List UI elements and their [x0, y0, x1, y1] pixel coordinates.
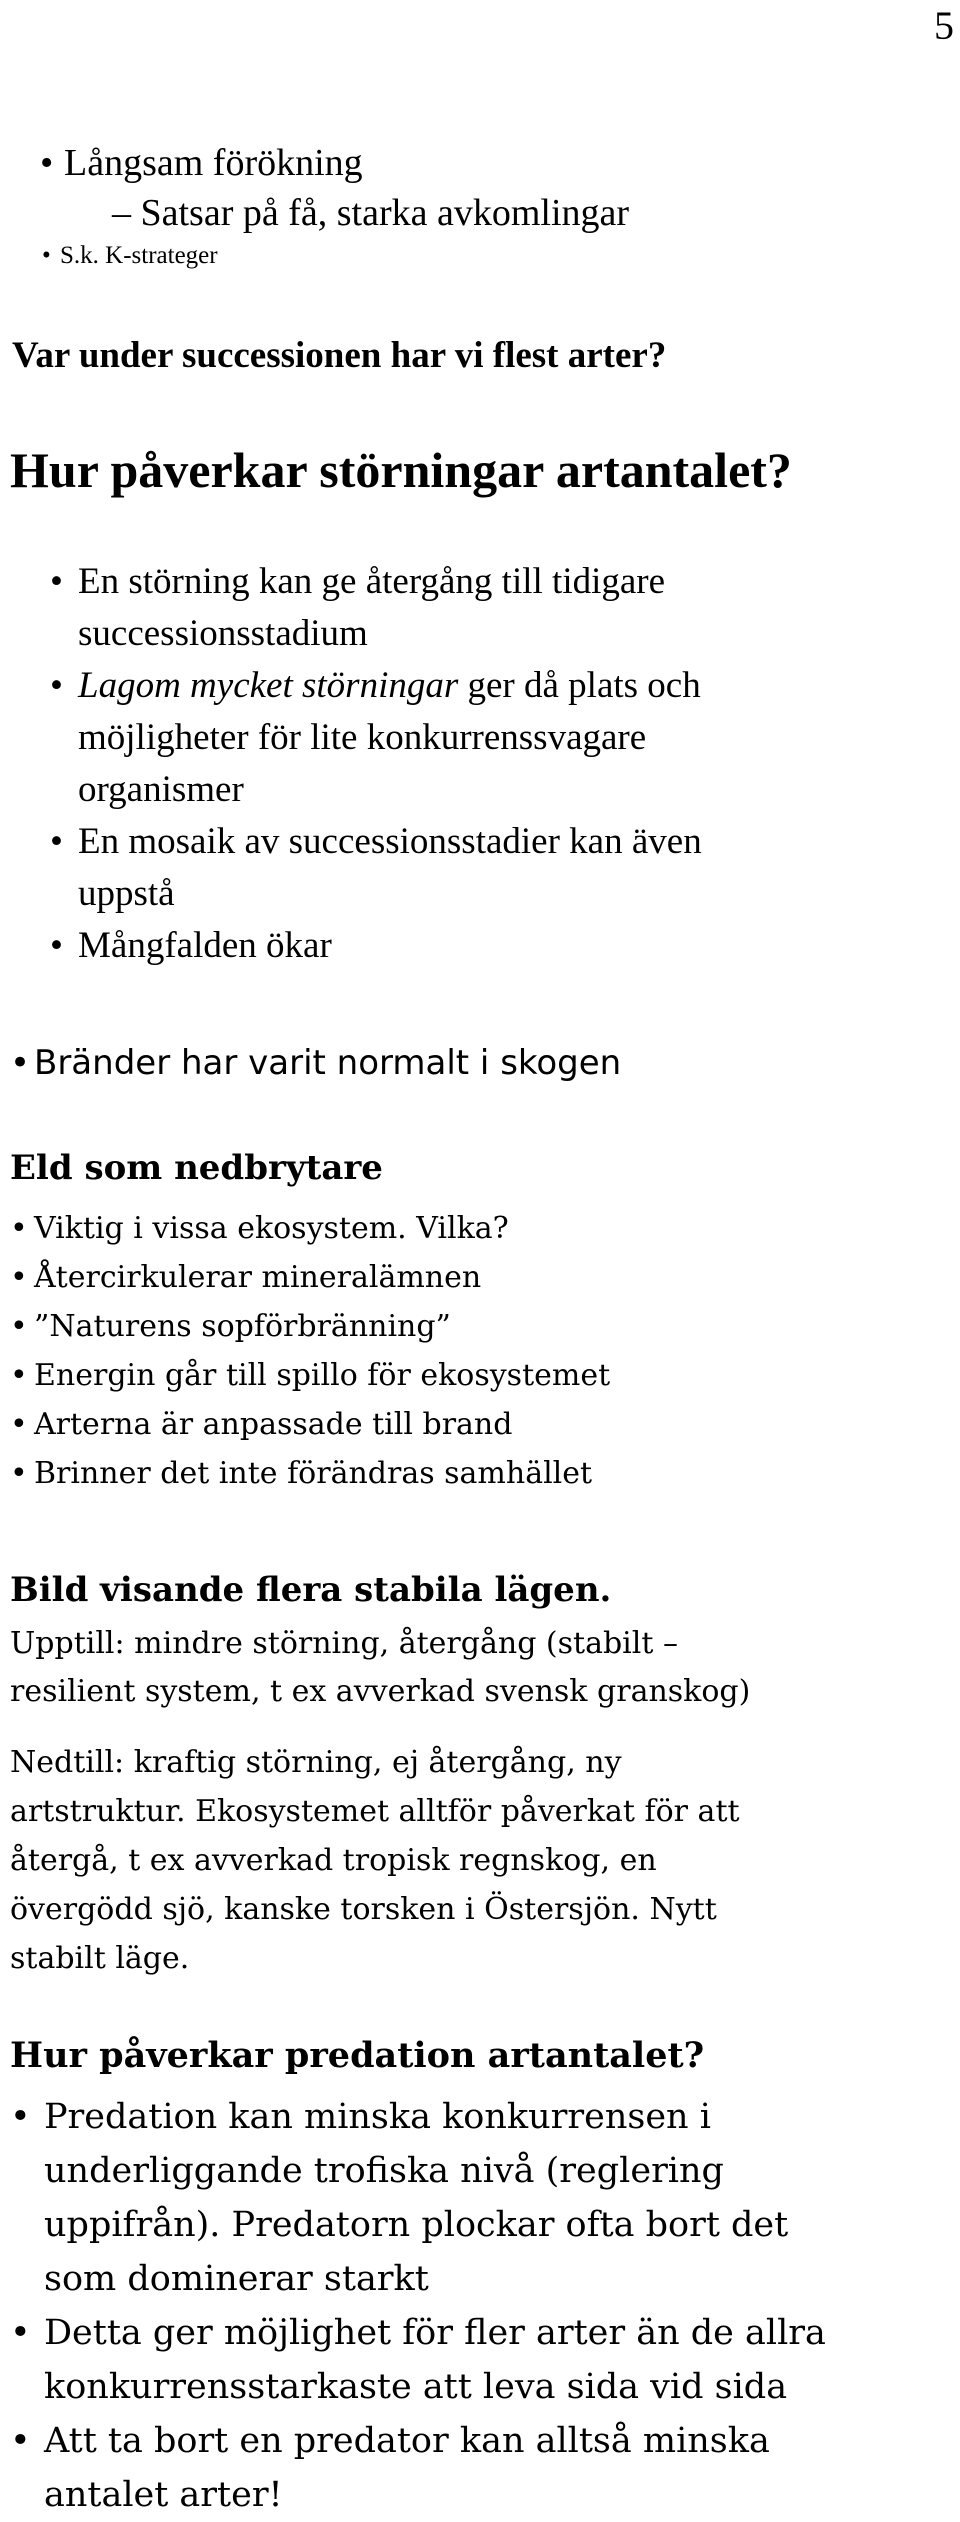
list-item-text: som dominerar starkt — [44, 2259, 429, 2299]
predation-list — [0, 2090, 960, 2522]
stable-states-upper — [10, 1620, 960, 1716]
list-item: • Bränder har varit normalt i skogen — [10, 1043, 622, 1083]
list-item-text: – Satsar på få, starka avkomlingar — [112, 192, 630, 234]
list-item-text: Energin går till spillo för ekosystemet — [34, 1358, 611, 1393]
paragraph-line: återgå, t ex avverkad tropisk regnskog, en — [10, 1843, 657, 1878]
list-item: • ”Naturens sopförbränning” — [10, 1309, 451, 1344]
list-item-text: konkurrensstarkaste att leva sida vid sida — [44, 2367, 788, 2407]
fire-list — [0, 1204, 960, 1498]
list-item: • Mångfalden ökar — [50, 925, 332, 966]
list-item-text: S.k. K-strateger — [60, 242, 218, 269]
list-item-text: Viktig i vissa ekosystem. Vilka? — [34, 1211, 509, 1246]
disturbance-list — [0, 556, 960, 972]
list-item-text: Mångfalden ökar — [78, 925, 332, 966]
question-heading: Var under successionen har vi flest arter? — [12, 335, 667, 376]
k-strategy-list — [0, 138, 960, 238]
list-item: • En störning kan ge återgång till tidigare successionsstadium — [50, 561, 666, 654]
list-item: • S.k. K-strateger — [42, 242, 218, 269]
sub-list-item — [0, 188, 960, 238]
paragraph-line: stabilt läge. — [10, 1941, 190, 1976]
list-item: • Lagom mycket störningar ger då plats och möjligheter för lite konkurrenssvagare organismer — [50, 665, 701, 810]
predation-heading: Hur påverkar predation artantalet? — [10, 2035, 705, 2076]
list-item: • Arterna är anpassade till brand — [10, 1407, 513, 1442]
list-item-text: möjligheter för lite konkurrenssvagare — [78, 717, 647, 758]
k-strategy-term — [0, 240, 960, 272]
list-item-text: ”Naturens sopförbränning” — [34, 1309, 451, 1344]
list-item-text: En störning kan ge återgång till tidigare — [78, 561, 666, 602]
stable-states-lower — [10, 1738, 960, 1983]
list-item: • Brinner det inte förändras samhället — [10, 1456, 593, 1491]
list-item-text: Att ta bort en predator kan alltså minska — [44, 2421, 770, 2461]
list-item-text: uppifrån). Predatorn plockar ofta bort det — [44, 2205, 789, 2245]
list-item: • Detta ger möjlighet för fler arter än de allra konkurrensstarkaste att leva sida vid sida — [10, 2313, 826, 2407]
list-item: • Predation kan minska konkurrensen i underliggande trofiska nivå (reglering uppifrån). Predatorn plockar ofta bort det som dominerar starkt — [10, 2097, 789, 2299]
list-item-text: Brinner det inte förändras samhället — [34, 1456, 593, 1491]
list-item-text: organismer — [78, 769, 244, 810]
list-item: • Återcirkulerar mineralämnen — [10, 1260, 482, 1295]
list-item-text: underliggande trofiska nivå (reglering — [44, 2151, 724, 2191]
list-item: • Långsam förökning — [40, 142, 363, 184]
list-item: • Att ta bort en predator kan alltså minska antalet arter! — [10, 2421, 770, 2515]
list-item-text: En mosaik av successionsstadier kan även — [78, 821, 702, 862]
list-item-text: Bränder har varit normalt i skogen — [34, 1043, 622, 1083]
list-item-text: Återcirkulerar mineralämnen — [34, 1260, 482, 1295]
list-item: • Viktig i vissa ekosystem. Vilka? — [10, 1211, 509, 1246]
page-number: 5 — [934, 3, 954, 48]
list-item-text: Detta ger möjlighet för fler arter än de allra — [44, 2313, 826, 2353]
paragraph-line: Upptill: mindre störning, återgång (stabilt – — [10, 1626, 678, 1661]
fire-heading: Eld som nedbrytare — [10, 1148, 383, 1188]
list-item-text: antalet arter! — [44, 2475, 283, 2515]
stable-states-heading: Bild visande flera stabila lägen. — [10, 1570, 612, 1610]
emphasis-text: Lagom mycket störningar — [78, 665, 459, 706]
list-item-text: successionsstadium — [78, 613, 368, 654]
list-item-text: uppstå — [78, 873, 175, 914]
fire-statement — [0, 1040, 960, 1086]
list-item-text: Långsam förökning — [64, 142, 363, 184]
paragraph-line: övergödd sjö, kanske torsken i Östersjön. Nytt — [10, 1892, 717, 1927]
paragraph-line: resilient system, t ex avverkad svensk granskog) — [10, 1674, 751, 1709]
section-heading: Hur påverkar störningar artantalet? — [10, 442, 792, 498]
list-item-text: Arterna är anpassade till brand — [34, 1407, 513, 1442]
paragraph-line: artstruktur. Ekosystemet alltför påverkat för att — [10, 1794, 740, 1829]
list-item-text: ger då plats och — [458, 665, 701, 706]
paragraph-line: Nedtill: kraftig störning, ej återgång, ny — [10, 1745, 622, 1780]
list-item: • Energin går till spillo för ekosystemet — [10, 1358, 611, 1393]
list-item: • En mosaik av successionsstadier kan även uppstå — [50, 821, 702, 914]
list-item-text: Predation kan minska konkurrensen i — [44, 2097, 711, 2137]
